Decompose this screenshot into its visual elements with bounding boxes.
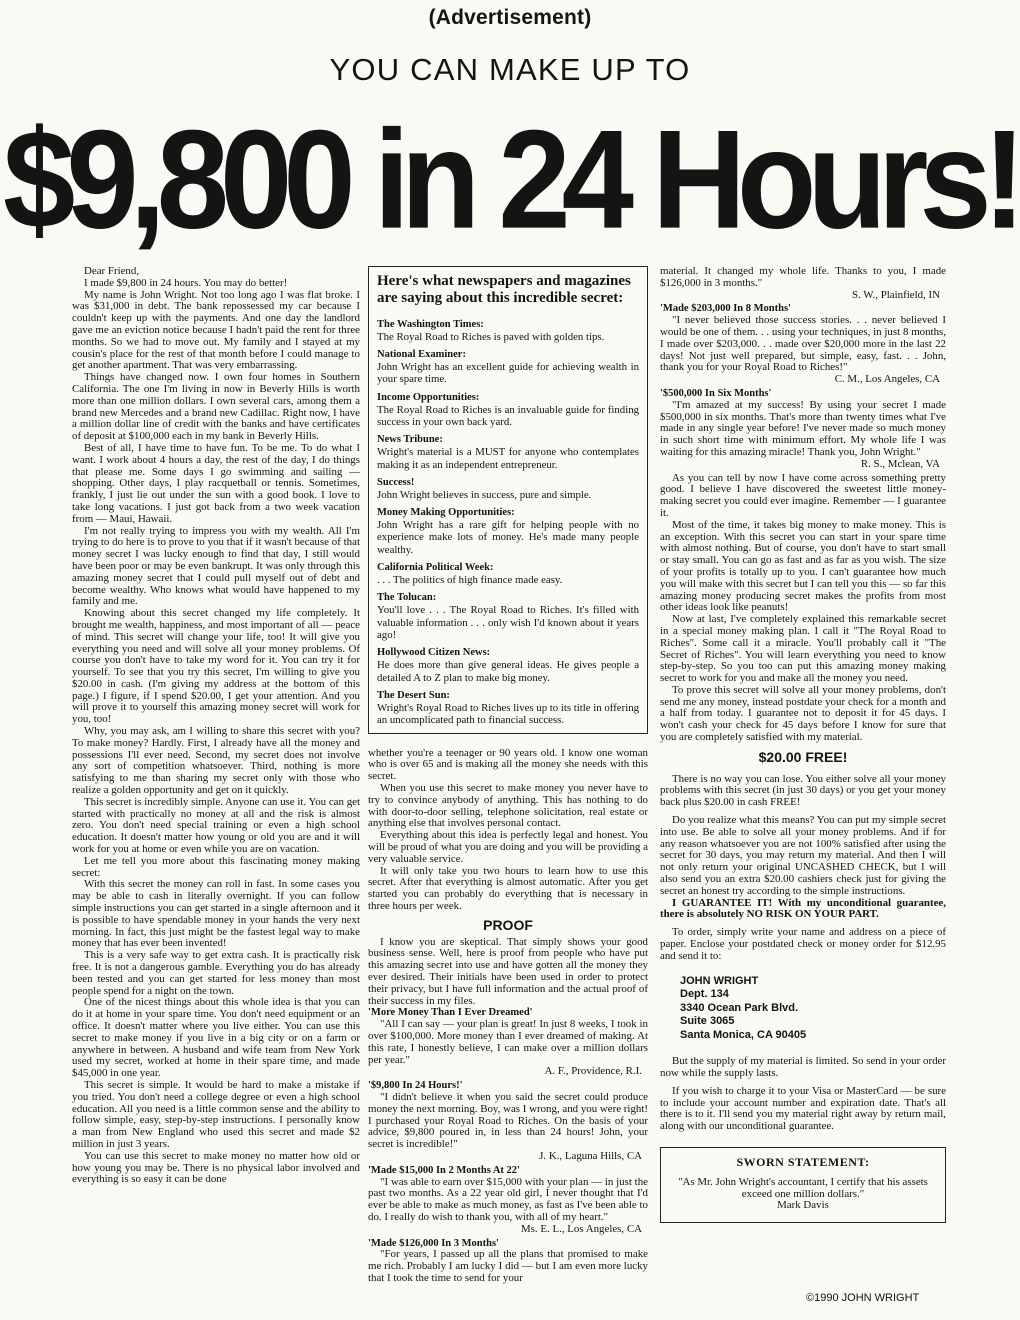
press-source: Income Opportunities: xyxy=(377,391,480,403)
testimonial-text: "I never believed those success stories. . . never believed I would be one of them. . . using your techniques, in just 8 months, I made over $203,000. . . made over $20,000 more in the last 22 days! Not just well prepared, but simple, easy, fast. . . John, thank you for your Royal Road to Riches!" xyxy=(660,314,946,374)
letter-paragraph: Everything about this idea is perfectly legal and honest. You will be proud of what you are doing and you will be providing a very valuable service. xyxy=(368,829,648,865)
press-source: News Tribune: xyxy=(377,434,443,446)
testimonial-caption: 'More Money Than I Ever Dreamed' xyxy=(368,1007,533,1019)
press-quote: John Wright has an excellent guide for achieving wealth in your spare time. xyxy=(377,361,639,386)
testimonial-text: "I'm amazed at my success! By using your secret I made $500,000 in six months. That's more than twenty times what I've made in any single year before! I've never made so much money in such short time with minimum effort. My whole life I was waiting for this amazing miracle! Thank you, John Wright." xyxy=(660,398,946,458)
testimonial-signature: A. F., Providence, R.I. xyxy=(544,1065,642,1078)
press-quote: He does more than give general ideas. He gives people a detailed A to Z plan to make big money. xyxy=(377,659,639,684)
letter-paragraph: I made $9,800 in 24 hours. You may do better! xyxy=(84,276,288,289)
headline: $9,800 in 24 Hours! xyxy=(3,100,1017,258)
mailing-address xyxy=(680,975,946,1043)
letter-paragraph: But the supply of my material is limited. So send in your order now while the supply lasts. xyxy=(660,1055,946,1079)
letter-paragraph: Best of all, I have time to have fun. To be me. To do what I want. I work about 4 hours a day, the rest of the day, I do things that please me. Some days I go swimming and sailing — shopping. Other days, I play racquetball or tennis. Sometimes, frankly, I just lie out under the sun with a good book. I love to take long vacations. I just got back from a two week vacation from — Maui, Hawaii. xyxy=(72,441,360,525)
press-quote: Wright's Royal Road to Riches lives up to its title in offering an uncomplicated path to financial success. xyxy=(377,701,639,727)
press-source: Success! xyxy=(377,477,415,489)
subheadline: YOU CAN MAKE UP TO xyxy=(329,52,691,87)
testimonial-caption: '$9,800 In 24 Hours!' xyxy=(368,1080,463,1092)
testimonial-text: "I was able to earn over $15,000 with your plan — in just the past two months. As a 22 year old girl, I never thought that I'd ever be able to make as much money, as fast as I've been able to do. I really do wish to thank you, with all of my heart." xyxy=(368,1175,648,1223)
address-line: Santa Monica, CA 90405 xyxy=(680,1028,807,1041)
sworn-statement-text: "As Mr. John Wright's accountant, I certify that his assets exceed one million dollars." xyxy=(678,1175,928,1200)
sworn-statement-title: SWORN STATEMENT: xyxy=(736,1154,870,1169)
sworn-statement-box xyxy=(660,1147,946,1223)
letter-column-2 xyxy=(368,266,648,1296)
letter-paragraph: whether you're a teenager or 90 years old. I know one woman who is over 65 and is making all the money she needs with this secret. xyxy=(368,746,648,783)
testimonial-caption: 'Made $203,000 In 8 Months' xyxy=(660,303,791,315)
press-source: The Tolucan: xyxy=(377,592,437,604)
letter-paragraph: This secret is simple. It would be hard to make a mistake if you tried. You don't need a college degree or even a high school education. All you need is a little common sense and the ability to follow simple, easy, step-by-step instructions. I personally know a man from New England who used this secret and made $2 million in just 3 years. xyxy=(72,1078,360,1150)
press-quote: Wright's material is a MUST for anyone who contemplates making it as an independent entrepreneur. xyxy=(377,446,639,471)
letter-paragraph: When you use this secret to make money you never have to try to convince anybody of anything. This has nothing to do with door-to-door selling, telephone solicitation, real estate or anything else that involves personal contact. xyxy=(368,782,648,830)
guarantee-statement: I GUARANTEE IT! With my unconditional guarantee, there is absolutely NO RISK ON YOUR PART. xyxy=(660,896,946,921)
letter-paragraph: One of the nicest things about this whole idea is that you can do it at home in your spare time. You don't need equipment or an office. It doesn't matter where you live either. You can use this secret to make money if you live in a big city or on a farm or anywhere in between. A husband and wife team from New York used my secret, worked at home in their spare time, and made $45,000 in one year. xyxy=(72,996,360,1080)
testimonial-signature: J. K., Laguna Hills, CA xyxy=(539,1149,642,1162)
testimonial-signature: C. M., Los Angeles, CA xyxy=(834,373,940,386)
testimonial-caption: 'Made $126,000 In 3 Months' xyxy=(368,1237,499,1249)
free-offer-heading: $20.00 FREE! xyxy=(758,748,848,765)
letter-paragraph: Why, you may ask, am I willing to share this secret with you? To make money? Hardly. First, I already have all the money and possessions I'll ever need. Second, my secret does not involve any sort of competition whatsoever. Third, nothing is more satisfying to me than sharing my secret only with those who realize a golden opportunity and get on it quickly. xyxy=(72,725,360,797)
press-quote: John Wright has a rare gift for helping people with no experience make lots of money. He's made many people wealthy. xyxy=(377,519,639,556)
letter-paragraph: This secret is incredibly simple. Anyone can use it. You can get started with practically no money at all and the risk is almost zero. You don't need special training or even a high school education. It doesn't matter how young or old you are and it will work for you at home or even while you are on vacation. xyxy=(72,795,360,856)
letter-column-1 xyxy=(72,266,360,1296)
press-source: National Examiner: xyxy=(377,349,466,361)
press-box-title: Here's what newspapers and magazines are saying about this incredible secret: xyxy=(377,273,631,306)
letter-paragraph: I know you are skeptical. That simply shows your good business sense. Well, here is proof from people who have put this amazing secret into use and have gotten all the money they ever desired. Their initials have been used in order to protect their privacy, but I have full information and the actual proof of their success in my files. xyxy=(368,935,648,1007)
letter-paragraph: There is no way you can lose. You either solve all your money problems with this secret (in just 30 days) or you get your money back plus $20.00 in cash FREE! xyxy=(660,772,946,809)
press-source: The Desert Sun: xyxy=(377,690,450,702)
advertisement-label: (Advertisement) xyxy=(428,6,592,29)
letter-paragraph: Things have changed now. I own four homes in Southern California. The one I'm living in now in Beverly Hills is worth more than one million dollars. I own several cars, among them a brand new Mercedes and a brand new Cadillac. Right now, I have a million dollar line of credit with the banks and have certificates of deposit at $100,000 each in my bank in Beverly Hills. xyxy=(72,371,360,443)
press-quote: The Royal Road to Riches is an invaluable guide for finding success in your own back yard. xyxy=(377,403,639,429)
address-line: Suite 3065 xyxy=(680,1015,735,1028)
proof-heading: PROOF xyxy=(483,916,533,933)
letter-paragraph: This is a very safe way to get extra cash. It is practically risk free. It is not a dangerous gamble. Everything you do has already been tested and you can get started for less money than most people spend for a night on the town. xyxy=(72,949,360,997)
letter-paragraph: To order, simply write your name and address on a piece of paper. Enclose your postdated check or money order for $12.95 and send it to: xyxy=(660,926,946,962)
letter-paragraph: My name is John Wright. Not too long ago I was flat broke. I was $31,000 in debt. The bank repossessed my car because I couldn't keep up with the payments. And one day the landlord gave me an eviction notice because I hadn't paid the rent for three months. So we had to move out. My family and I stayed at my cousin's place for the rest of that month before I could manage to get another apartment. That was very embarrassing. xyxy=(72,288,360,372)
address-line: Dept. 134 xyxy=(680,988,729,1001)
testimonial-text: "For years, I passed up all the plans that promised to make me rich. Probably I am lucky I did — but I am even more lucky that I took the time to send for your xyxy=(368,1248,648,1284)
testimonial-text: "I didn't believe it when you said the secret could produce money the next morning. Boy, was I wrong, and you were right! I purchased your Royal Road to Riches. On the basis of your advice, $9,800 poured in, in less than 24 hours! John, your secret is incredible!" xyxy=(368,1091,648,1151)
testimonial-signature: R. S., Mclean, VA xyxy=(860,457,940,470)
press-source: Money Making Opportunities: xyxy=(377,507,515,519)
letter-paragraph: Now at last, I've completely explained this remarkable secret in a special money making plan. I call it "The Royal Road to Riches". Some call it a miracle. You'll probably call it "The Secret of Riches". You will learn everything you need to know step-by-step. So you too can put this amazing money making secret to work for you and make all the money you need. xyxy=(660,613,946,685)
letter-paragraph: It will only take you two hours to learn how to use this secret. After that everything is almost automatic. After you get started you can probably do everything that is necessary in three hours per week. xyxy=(368,864,648,913)
letter-column-3 xyxy=(660,266,946,1296)
letter-paragraph: To prove this secret will solve all your money problems, don't send me any money, instead postdate your check for a month and a half from today. I guarantee not to deposit it for 45 days. I won't cash your check for 45 days before I know for sure that you are completely satisfied with my material. xyxy=(660,683,946,744)
press-quote: The Royal Road to Riches is paved with golden tips. xyxy=(377,330,605,343)
testimonial-text: material. It changed my whole life. Thanks to you, I made $126,000 in 3 months." xyxy=(660,266,946,289)
letter-paragraph: Most of the time, it takes big money to make money. This is an exception. With this secret you can start in your spare time with almost nothing. But of course, you don't have to start small or stay small. You can go as fast and as far as you wish. The size of your profits is totally up to you. I can't guarantee how much you will make with this secret but I can tell you this — so far this amazing money producing secret makes the profits from most other ideas look like peanuts! xyxy=(660,518,946,614)
letter-paragraph: Let me tell you more about this fascinating money making secret: xyxy=(72,854,360,879)
sworn-statement-signature: Mark Davis xyxy=(777,1199,829,1212)
letter-paragraph: If you wish to charge it to your Visa or MasterCard — be sure to include your account number and expiration date. That's all there is to it. I'll send you my material right away by return mail, along with our unconditional guarantee. xyxy=(660,1084,946,1133)
press-quote: You'll love . . . The Royal Road to Riches. It's filled with valuable information . . . only wish I'd known about it years ago! xyxy=(377,604,639,642)
press-source: The Washington Times: xyxy=(377,319,484,330)
letter-paragraph: As you can tell by now I have come across something pretty good. I believe I have discovered the sweetest little money-making secret you could ever imagine. Remember — I guarantee it. xyxy=(660,471,946,519)
testimonial-text: "All I can say — your plan is great! In just 8 weeks, I took in over $100,000. More money than I ever dreamed of making. At this rate, I honestly believe, I can make over a million dollars per year." xyxy=(368,1018,648,1066)
testimonial-caption: '$500,000 In Six Months' xyxy=(660,387,772,399)
press-source: California Political Week: xyxy=(377,562,494,574)
press-quote: . . . The politics of high finance made easy. xyxy=(377,574,563,587)
letter-paragraph: With this secret the money can roll in fast. In some cases you may be able to cash in literally overnight. If you can follow simple instructions you can get started in a single afternoon and it is possible to have spendable money in your hands the very next morning. In fact, this just might be the fastest legal way to make money that has ever been invented! xyxy=(72,878,360,950)
copyright-notice: ©1990 JOHN WRIGHT xyxy=(806,1292,920,1304)
letter-paragraph: Do you realize what this means? You can put my simple secret into use. Be able to solve all your money problems. And if for any reason whatsoever you are not 100% satisfied after using the secret for 30 days, you may return my material. And then I will not only return your original UNCASHED CHECK, but I will also send you an extra $20.00 cashiers check just for giving the secret an honest try according to the simple instructions. xyxy=(660,814,946,897)
letter-paragraph: Knowing about this secret changed my life completely. It brought me wealth, happiness, and most important of all — peace of mind. This secret will change your life, too! It will give you everything you need and will solve all your money problems. Of course you don't have to take my word for it. You can try it for yourself. To see that you try this secret, I'm willing to give you $20.00 in cash. (I'm giving my address at the bottom of this page.) I figure, if I spend $20.00, I get your attention. And you will prove it to yourself this amazing money secret will work for you, too! xyxy=(72,607,360,726)
address-line: JOHN WRIGHT xyxy=(680,974,759,987)
address-line: 3340 Ocean Park Blvd. xyxy=(680,1001,799,1014)
salutation: Dear Friend, xyxy=(84,266,140,277)
letter-paragraph: I'm not really trying to impress you with my wealth. All I'm trying to do here is to prove to you that if it wasn't because of that money secret I was lucky enough to find that day, I still would have been poor or may be even bankrupt. It was only through this amazing money secret that I could pull myself out of debt and become wealthy. Who knows what would have happened to my family and me. xyxy=(72,524,360,608)
testimonial-caption: 'Made $15,000 In 2 Months At 22' xyxy=(368,1164,520,1176)
testimonial-signature: Ms. E. L., Los Angeles, CA xyxy=(520,1222,642,1235)
letter-paragraph: You can use this secret to make money no matter how old or how young you may be. There is no physical labor involved and everything is so easy it can be done xyxy=(72,1149,360,1186)
press-quote: John Wright believes in success, pure and simple. xyxy=(377,488,592,501)
press-quotes-box xyxy=(368,266,648,734)
testimonial-signature: S. W., Plainfield, IN xyxy=(851,288,940,301)
press-source: Hollywood Citizen News: xyxy=(377,647,491,659)
